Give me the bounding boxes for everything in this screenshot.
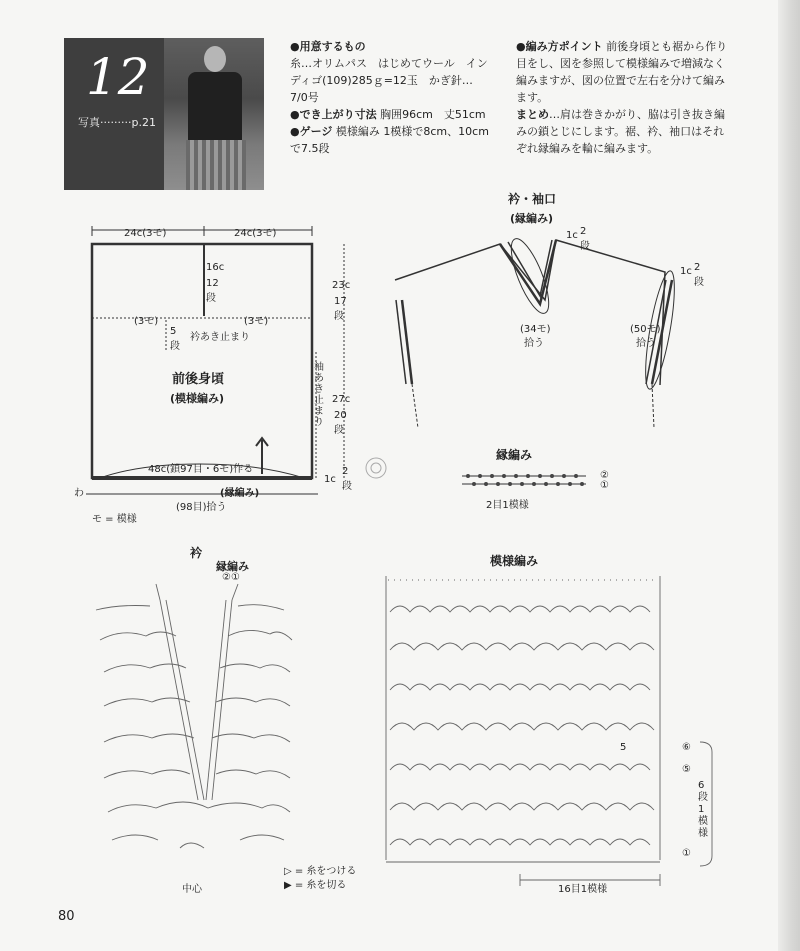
pattern-row-5: ⑤ xyxy=(682,764,691,775)
rows-five: 5段 xyxy=(170,326,180,352)
collar-chart-subtitle: 縁編み xyxy=(216,560,249,573)
pattern-row-repeat: 6段1模様 xyxy=(698,780,708,839)
center-label: 中心 xyxy=(182,884,202,895)
collar-stitch-chart xyxy=(96,584,292,848)
instructions-text: 前後身頃とも裾から作り目をし、図を参照して模様編みで増減なく編みますが、図の位置で左右を分けて編みます。 xyxy=(516,40,728,104)
photo-reference: 写真·········p.21 xyxy=(78,116,156,129)
edging-row-2: ② xyxy=(600,470,609,481)
upper-height: 23c xyxy=(332,280,351,291)
collar-chart-title: 衿 xyxy=(190,546,203,560)
sleeve-edge-width: 1c xyxy=(680,266,692,277)
gauge-heading: ●ゲージ xyxy=(290,125,333,138)
hem-chain-count: 48c(鎖97目・6モ)作る xyxy=(148,464,254,475)
pattern-stitch-repeat: 16目1模様 xyxy=(558,884,608,895)
pattern-row-1: ① xyxy=(682,848,691,859)
slit-length: 16c xyxy=(206,262,225,273)
body-subtitle: (模様編み) xyxy=(170,392,225,405)
slit-rows: 12段 xyxy=(206,278,219,304)
body-width-right: 24c(3モ) xyxy=(234,228,277,239)
collar-edge-rows: 2段 xyxy=(580,226,590,252)
pattern-number: 12 xyxy=(86,48,150,106)
sleeve-opening-stop: 袖あき止まり xyxy=(314,362,324,428)
collar-edge-width: 1c xyxy=(566,230,578,241)
instructions-heading: ●編み方ポイント xyxy=(516,40,603,53)
size-info: 胸囲96cm 丈51cm xyxy=(380,108,486,121)
materials-heading: ●用意するもの xyxy=(290,40,366,53)
sleeve-edge-rows: 2段 xyxy=(694,262,704,288)
collar-chart-rows: ②① xyxy=(222,572,240,583)
body-outline xyxy=(92,244,312,478)
body-width-left: 24c(3モ) xyxy=(124,228,167,239)
collar-sleeve-title: 衿・袖口 xyxy=(508,192,557,206)
gauge-info: 模様編み 1模様で8cm、10cmで7.5段 xyxy=(290,125,489,155)
pickup-count: (98目)拾う xyxy=(176,502,227,513)
yarn-info: 糸…オリムパス はじめてウール インディゴ(109)285ｇ=12玉 かぎ針…7/0号 xyxy=(290,57,488,104)
page-number: 80 xyxy=(58,909,75,924)
top-outline xyxy=(395,240,665,385)
body-title: 前後身頃 xyxy=(172,372,225,387)
sleeve-pickup-count: (50モ) xyxy=(630,324,661,335)
neck-pickup-label: 拾う xyxy=(524,338,544,349)
pattern-five-mark: 5 xyxy=(620,742,627,753)
motif-legend: モ = 模様 xyxy=(92,514,137,525)
legend-cut-yarn: ▶ = 糸を切る xyxy=(284,880,347,891)
hem-edging: (縁編み) xyxy=(220,488,260,499)
wa-mark: わ xyxy=(74,488,84,499)
collar-sleeve-subtitle: (縁編み) xyxy=(510,212,554,225)
mid-left-repeat: (3モ) xyxy=(134,316,159,327)
pattern-row-6: ⑥ xyxy=(682,742,691,753)
matome-heading: まとめ xyxy=(516,108,549,121)
watermark-stamp xyxy=(366,458,386,478)
edging-row-1: ① xyxy=(600,480,609,491)
neck-pickup-count: (34モ) xyxy=(520,324,551,335)
sleeve-pickup-label: 拾う xyxy=(636,338,656,349)
legend-attach-yarn: ▷ = 糸をつける xyxy=(284,866,357,877)
edging-repeat: 2目1模様 xyxy=(486,500,529,511)
size-heading: ●でき上がり寸法 xyxy=(290,108,377,121)
lower-rows: 20段 xyxy=(334,410,347,436)
mid-right-repeat: (3モ) xyxy=(244,316,269,327)
edging-title: 縁編み xyxy=(496,448,533,462)
upper-rows: 17段 xyxy=(334,296,347,322)
pattern-chart-title: 模様編み xyxy=(490,554,539,568)
pattern-stitch-chart xyxy=(386,576,712,886)
edge-height: 1c xyxy=(324,474,336,485)
edge-rows: 2段 xyxy=(342,466,352,492)
matome-text: …肩は巻きかがり、脇は引き抜き編みの鎖とじにします。裾、衿、袖口はそれぞれ縁編みを輪に編みます。 xyxy=(516,108,725,155)
neck-opening-stop: 衿あき止まり xyxy=(190,332,250,343)
lower-height: 27c xyxy=(332,394,351,405)
